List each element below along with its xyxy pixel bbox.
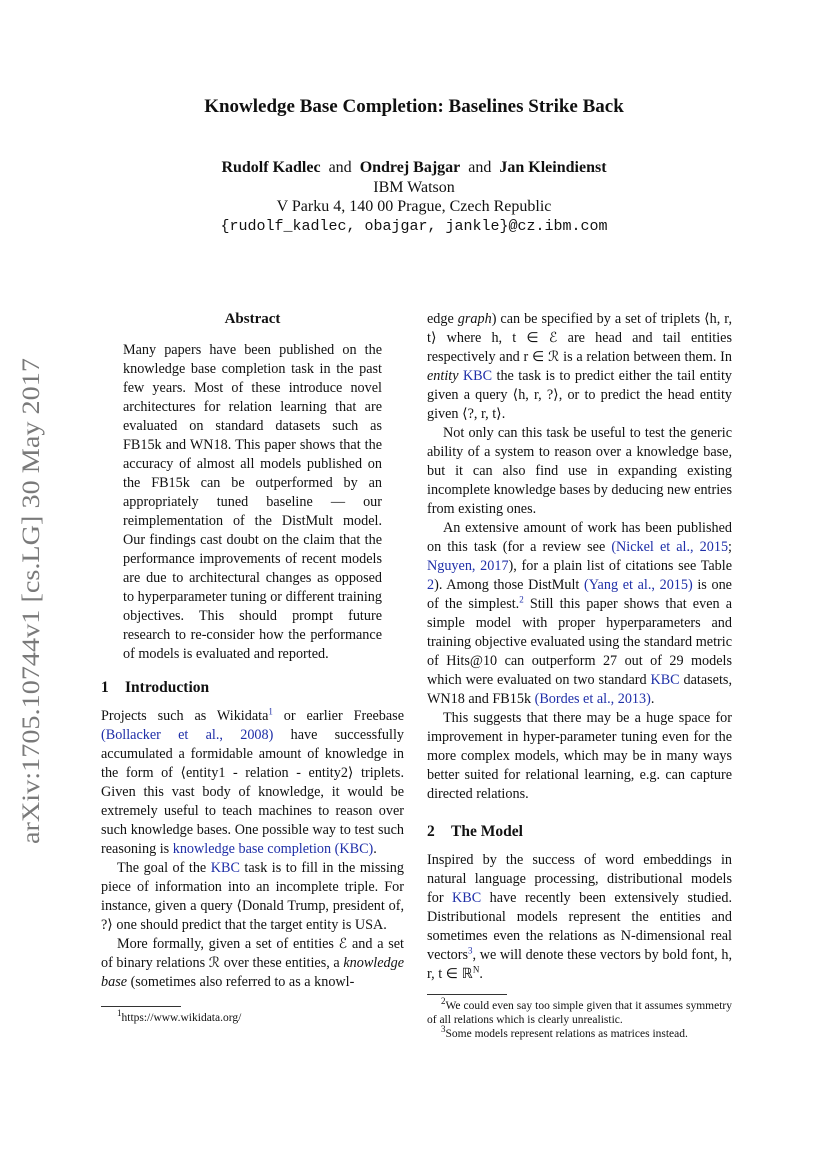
footnote-divider [427,994,507,995]
emphasis: graph [457,311,492,327]
text-span: datasets, WN18 and FB15k [427,672,732,707]
body-paragraph: This suggests that there may be a huge space for improvement in hyper-parameter tuning even for the more complex models, which may be in many ways better suited for relational learning, e.g. can capture directed relations. [427,710,732,802]
footnote [427,1024,732,1041]
text-span: Still this paper shows that even a simple model with proper hyperparameters and training objective evaluated using the standard metric of Hits@10 can outperform 27 out of 29 models which were evaluated on two standard [427,596,732,688]
superscript: N [472,964,480,975]
text-span: task is to fill in the missing piece of information into an incomplete triple. For instance, given a query ⟨Donald Trump, president of, ?⟩ one should predict that the target entity is USA. [101,860,404,933]
footnote [101,1008,404,1025]
acronym-link[interactable]: knowledge base completion (KBC) [172,841,374,857]
section-number: 1 [101,679,109,696]
text-span: ), for a plain list of citations see Table [508,558,732,574]
acronym-link[interactable]: KBC [452,890,482,906]
author-name: Jan Kleindienst [499,159,607,176]
author-name: Rudolf Kadlec [221,159,321,176]
text-span: ). Among those DistMult [434,577,584,593]
acronym-link[interactable]: KBC [210,860,240,876]
text-span: ; [728,539,732,555]
text-span: ) can be specified by a set of triplets ⟨h, r, t⟩ where h, t ∈ ℰ are head and tail entities respectively and r ∈ ℛ is a relation between them. In [427,311,732,365]
text-span: have recently been extensively studied. Distributional models represent the entities and sometimes even the relations as N-dimensional real vectors [427,890,732,963]
text-span: edge [427,311,458,327]
footnote-text: Some models represent relations as matrices instead. [445,1028,688,1040]
author-emails: {rudolf_kadlec, obajgar, jankle}@cz.ibm.com [220,217,608,235]
text-span: the task is to predict either the tail entity given a query ⟨h, r, ?⟩, or to predict the head entity given ⟨?, r, t⟩. [427,368,732,422]
text-span: Projects such as Wikidata [101,708,269,724]
author-block [0,158,828,236]
text-span: or earlier Freebase [272,708,404,724]
text-span: . [373,841,377,857]
text-span: is one of the simplest. [427,577,732,612]
text-span: More formally, given a set of entities ℰ and a set of binary relations ℛ over these entities, a [101,936,404,971]
citation-link[interactable]: (Nickel et al., 2015 [611,539,729,555]
footnote-mark: 2 [441,996,446,1007]
affiliation: IBM Watson [373,178,455,196]
table-ref-link[interactable]: 2 [427,577,435,593]
footnote-text: https://www.wikidata.org/ [121,1012,242,1024]
footnote-text: We could even say too simple given that it assumes symmetry of all relations which is clearly unrealistic. [427,1000,732,1026]
footnote-ref[interactable]: 1 [268,706,273,717]
text-span: , we will denote these vectors by bold font, h, r, t ∈ ℝ [427,947,732,982]
section-title: Introduction [125,679,210,696]
citation-link[interactable]: Nguyen, 2017 [427,558,509,574]
text-span: have successfully accumulated a formidable amount of knowledge in the form of ⟨entity1 - relation - entity2⟩ triplets. Given this vast body of knowledge, it would be extremely useful to teach machines to reason over such knowledge bases. One possible way to test such reasoning is [101,727,404,857]
left-column [101,310,404,1025]
footnote-ref[interactable]: 2 [519,594,524,605]
address: V Parku 4, 140 00 Prague, Czech Republic [276,198,552,215]
section-title: The Model [451,823,523,840]
arxiv-identifier-text: arXiv:1705.10744v1 [cs.LG] 30 May 2017 [18,413,45,844]
citation-link[interactable]: (Yang et al., 2015) [584,577,693,593]
text-span: . [650,691,655,707]
author-names [0,158,828,178]
text-span: . [479,966,483,982]
text-span: An extensive amount of work has been published on this task (for a review see [427,520,732,555]
arxiv-identifier [12,356,48,846]
footnote [427,996,732,1027]
acronym-link[interactable]: KBC [650,672,680,688]
text-span: The goal of the [117,860,211,876]
author-separator: and [468,159,492,176]
text-span: (sometimes also referred to as a knowl- [127,974,355,990]
body-paragraph [427,519,732,709]
author-separator: and [328,159,352,176]
citation-link[interactable]: (Bordes et al., 2013) [534,691,651,707]
intro-paragraph [101,859,404,935]
author-name: Ondrej Bajgar [359,159,461,176]
acronym-link[interactable]: KBC [462,368,493,384]
footnote-mark: 3 [441,1024,446,1035]
footnote-mark: 1 [117,1008,122,1019]
citation-link[interactable]: (Bollacker et al., 2008) [101,727,274,743]
section-number: 2 [427,823,435,840]
emphasis: knowledge base [101,955,404,990]
body-paragraph [427,310,732,424]
right-column [427,310,732,1041]
paper-title: Knowledge Base Completion: Baselines Strike Back [204,96,624,117]
emphasis: entity [427,368,459,384]
intro-paragraph [101,935,404,992]
intro-paragraph [101,707,404,859]
abstract-text: Many papers have been published on the knowledge base completion task in the past few years. Most of these introduce novel architectures for relation learning that are evaluated on standard datasets such as FB15k and WN18. This paper shows that the accuracy of almost all models published on the FB15k can be outperformed by an appropriately tuned baseline — our reimplementation of the DistMult model. Our findings cast doubt on the claim that the performance improvements of recent models are due to architectural changes as opposed to hyperparameter tuning or different training objectives. This should prompt future research to re-consider how the performance of models is evaluated and reported. [123,342,382,662]
abstract-heading: Abstract [224,311,281,327]
section-heading [101,678,404,697]
text-span: Inspired by the success of word embeddings in natural language processing, distributional models for [427,852,732,906]
section-heading [427,822,732,841]
body-paragraph: Not only can this task be useful to test the generic ability of a system to reason over a knowledge base, but it can also find use in expanding existing incomplete knowledge bases by deducing new entries from existing ones. [427,425,732,517]
body-paragraph [427,851,732,984]
footnote-ref[interactable]: 3 [467,945,473,956]
footnote-divider [101,1006,181,1007]
